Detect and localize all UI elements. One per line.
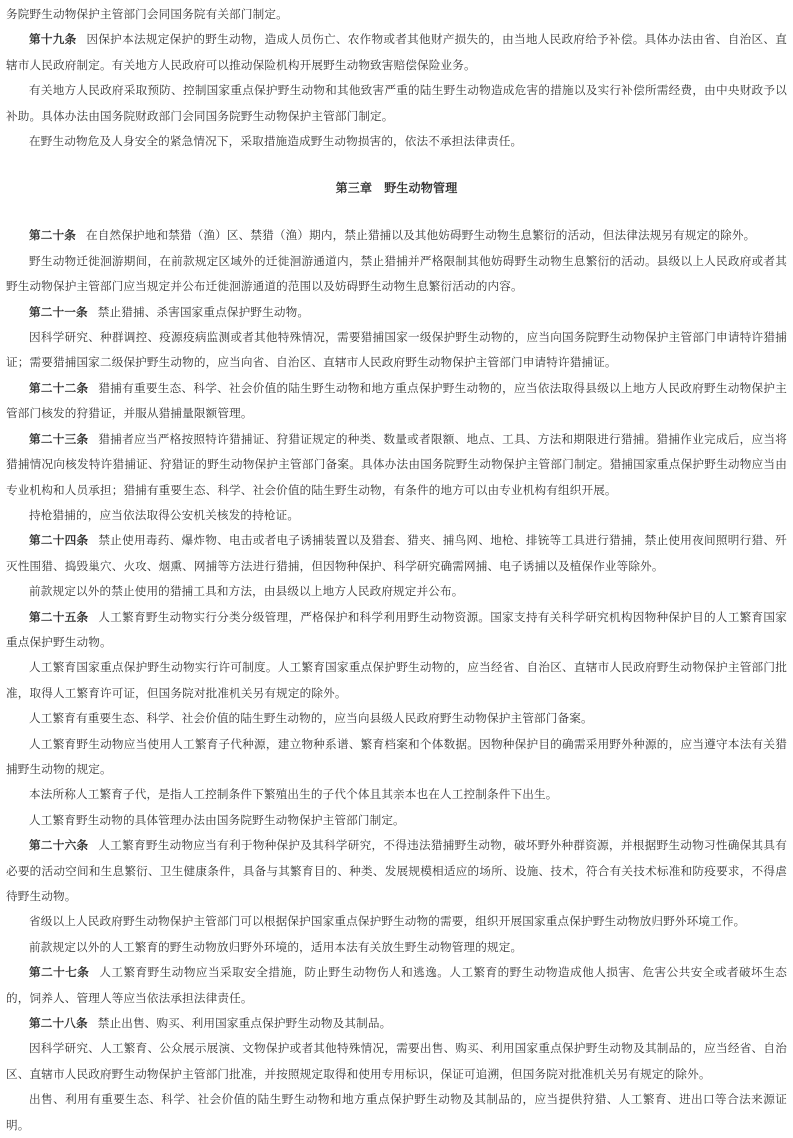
paragraph-text: 省级以上人民政府野生动物保护主管部门可以根据保护国家重点保护野生动物的需要，组织开展国家重点保护野生动物放归野外环境工作。: [29, 914, 746, 929]
article-21: [6, 300, 787, 325]
article-number: 第二十三条: [29, 431, 89, 446]
paragraph: [6, 909, 787, 934]
paragraph: [6, 503, 787, 528]
paragraph: [6, 935, 787, 960]
paragraph-text: 人工繁育野生动物实行分类分级管理，严格保护和科学利用野生动物资源。国家支持有关科学研究机构因物种保护目的人工繁育国家重点保护野生动物。: [6, 609, 787, 649]
paragraph-text: 人工繁育野生动物应当使用人工繁育子代种源，建立物种系谱、繁育档案和个体数据。因物种保护目的确需采用野外种源的，应当遵守本法有关猎捕野生动物的规定。: [6, 736, 787, 776]
article-number: 第二十四条: [29, 533, 89, 548]
paragraph: [6, 655, 787, 706]
paragraph: [6, 782, 787, 807]
paragraph: [6, 732, 787, 783]
paragraph: [6, 325, 787, 376]
paragraph-text: 有关地方人民政府采取预防、控制国家重点保护野生动物和其他致害严重的陆生野生动物造成危害的措施以及实行补偿所需经费，由中央财政予以补助。具体办法由国务院财政部门会同国务院野生动物保护主管部门制定。: [6, 83, 787, 123]
paragraph-text: 前款规定以外的人工繁育的野生动物放归野外环境的，适用本法有关放生野生动物管理的规定。: [29, 939, 523, 954]
article-number: 第二十二条: [29, 380, 89, 395]
paragraph-text: 人工繁育野生动物应当采取安全措施，防止野生动物伤人和逃逸。人工繁育的野生动物造成他人损害、危害公共安全或者破坏生态的，饲养人、管理人等应当依法承担法律责任。: [6, 965, 787, 1005]
paragraph-text: 在自然保护地和禁猎（渔）区、禁猎（渔）期内，禁止猎捕以及其他妨碍野生动物生息繁衍的活动，但法律法规另有规定的除外。: [85, 228, 756, 243]
paragraph: [6, 1036, 787, 1087]
paragraph: [6, 706, 787, 731]
paragraph-text: 因科学研究、种群调控、疫源疫病监测或者其他特殊情况，需要猎捕国家一级保护野生动物的，应当向国务院野生动物保护主管部门申请特许猎捕证；需要猎捕国家二级保护野生动物的，应当向省、自治区、直辖市人民政府野生动物保护主管部门申请特许猎捕证。: [6, 330, 787, 370]
paragraph-text: 前款规定以外的禁止使用的猎捕工具和方法，由县级以上地方人民政府规定并公布。: [29, 584, 464, 599]
paragraph-text: 禁止出售、购买、利用国家重点保护野生动物及其制品。: [97, 1016, 392, 1031]
paragraph: [6, 1087, 787, 1138]
paragraph-text: 因科学研究、人工繁育、公众展示展演、文物保护或者其他特殊情况，需要出售、购买、利用国家重点保护野生动物及其制品的，应当经省、自治区、直辖市人民政府野生动物保护主管部门批准，并按照规定取得和使用专用标识，保证可追溯，但国务院对批准机关另有规定的除外。: [6, 1041, 787, 1081]
chapter-heading: [6, 176, 787, 201]
article-20: [6, 223, 787, 248]
paragraph-text: 人工繁育国家重点保护野生动物实行许可制度。人工繁育国家重点保护野生动物的，应当经省、自治区、直辖市人民政府野生动物保护主管部门批准，取得人工繁育许可证，但国务院对批准机关另有规定的除外。: [6, 660, 787, 700]
article-number: 第二十五条: [29, 609, 89, 624]
chapter-number: 第三章: [335, 181, 373, 196]
article-22: [6, 376, 787, 427]
paragraph-text: 猎捕者应当严格按照特许猎捕证、狩猎证规定的种类、数量或者限额、地点、工具、方法和期限进行猎捕。猎捕作业完成后，应当将猎捕情况向核发特许猎捕证、狩猎证的野生动物保护主管部门备案。具体办法由国务院野生动物保护主管部门制定。猎捕国家重点保护野生动物应当由专业机构和人员承担；猎捕有重要生态、科学、社会价值的陆生野生动物，有条件的地方可以由专业机构有组织开展。: [6, 431, 787, 497]
article-number: 第二十一条: [29, 304, 88, 319]
paragraph: [6, 808, 787, 833]
paragraph-text: 持枪猎捕的，应当依法取得公安机关核发的持枪证。: [29, 507, 300, 522]
article-number: 第十九条: [29, 32, 77, 47]
article-26: [6, 833, 787, 909]
article-number: 第二十七条: [29, 965, 90, 980]
paragraph: [6, 129, 787, 154]
article-23: [6, 427, 787, 503]
paragraph-text: 人工繁育野生动物的具体管理办法由国务院野生动物保护主管部门制定。: [29, 812, 405, 827]
paragraph-text: 务院野生动物保护主管部门会同国务院有关部门制定。: [6, 7, 288, 21]
article-27: [6, 960, 787, 1011]
paragraph-text: 禁止猎捕、杀害国家重点保护野生动物。: [97, 304, 310, 319]
article-28: [6, 1011, 787, 1036]
paragraph-text: 因保护本法规定保护的野生动物，造成人员伤亡、农作物或者其他财产损失的，由当地人民政府给予补偿。具体办法由省、自治区、直辖市人民政府制定。有关地方人民政府可以推动保险机构开展野生动物致害赔偿保险业务。: [6, 32, 787, 72]
chapter-body: [6, 223, 787, 1138]
paragraph-text: 人工繁育野生动物应当有利于物种保护及其科学研究，不得违法猎捕野生动物，破坏野外种群资源，并根据野生动物习性确保其具有必要的活动空间和生息繁衍、卫生健康条件，具备与其繁育目的、种类、发展规模相适应的场所、设施、技术，符合有关技术标准和防疫要求，不得虐待野生动物。: [6, 838, 787, 903]
article-19: [6, 27, 787, 78]
paragraph-text: 猎捕有重要生态、科学、社会价值的陆生野生动物和地方重点保护野生动物的，应当依法取得县级以上地方人民政府野生动物保护主管部门核发的狩猎证，并服从猎捕量限额管理。: [6, 380, 787, 421]
article-number: 第二十六条: [29, 838, 89, 853]
paragraph-text: 禁止使用毒药、爆炸物、电击或者电子诱捕装置以及猎套、猎夹、捕鸟网、地枪、排铳等工具进行猎捕，禁止使用夜间照明行猎、歼灭性围猎、捣毁巢穴、火攻、烟熏、网捕等方法进行猎捕，但因物种保护、科学研究确需网捕、电子诱捕以及植保作业等除外。: [6, 533, 787, 573]
article-number: 第二十条: [29, 228, 76, 243]
paragraph: [6, 2, 787, 27]
chapter-title: 野生动物管理: [384, 181, 458, 196]
article-number: 第二十八条: [29, 1016, 88, 1031]
paragraph-text: 野生动物迁徙洄游期间，在前款规定区域外的迁徙洄游通道内，禁止猎捕并严格限制其他妨碍野生动物生息繁衍的活动。县级以上人民政府或者其野生动物保护主管部门应当规定并公布迁徙洄游通道的范围以及妨碍野生动物生息繁衍活动的内容。: [6, 253, 787, 294]
paragraph-text: 本法所称人工繁育子代，是指人工控制条件下繁殖出生的子代个体且其亲本也在人工控制条件下出生。: [29, 787, 558, 802]
paragraph: [6, 579, 787, 604]
article-25: [6, 605, 787, 656]
paragraph-text: 在野生动物危及人身安全的紧急情况下，采取措施造成野生动物损害的，依法不承担法律责任。: [29, 134, 523, 149]
paragraph-text: 出售、利用有重要生态、科学、社会价值的陆生野生动物和地方重点保护野生动物及其制品的，应当提供狩猎、人工繁育、进出口等合法来源证明。: [6, 1092, 787, 1132]
paragraph-text: 人工繁育有重要生态、科学、社会价值的陆生野生动物的，应当向县级人民政府野生动物保护主管部门备案。: [29, 711, 593, 726]
paragraph: [6, 249, 787, 300]
paragraph: [6, 78, 787, 129]
article-24: [6, 528, 787, 579]
